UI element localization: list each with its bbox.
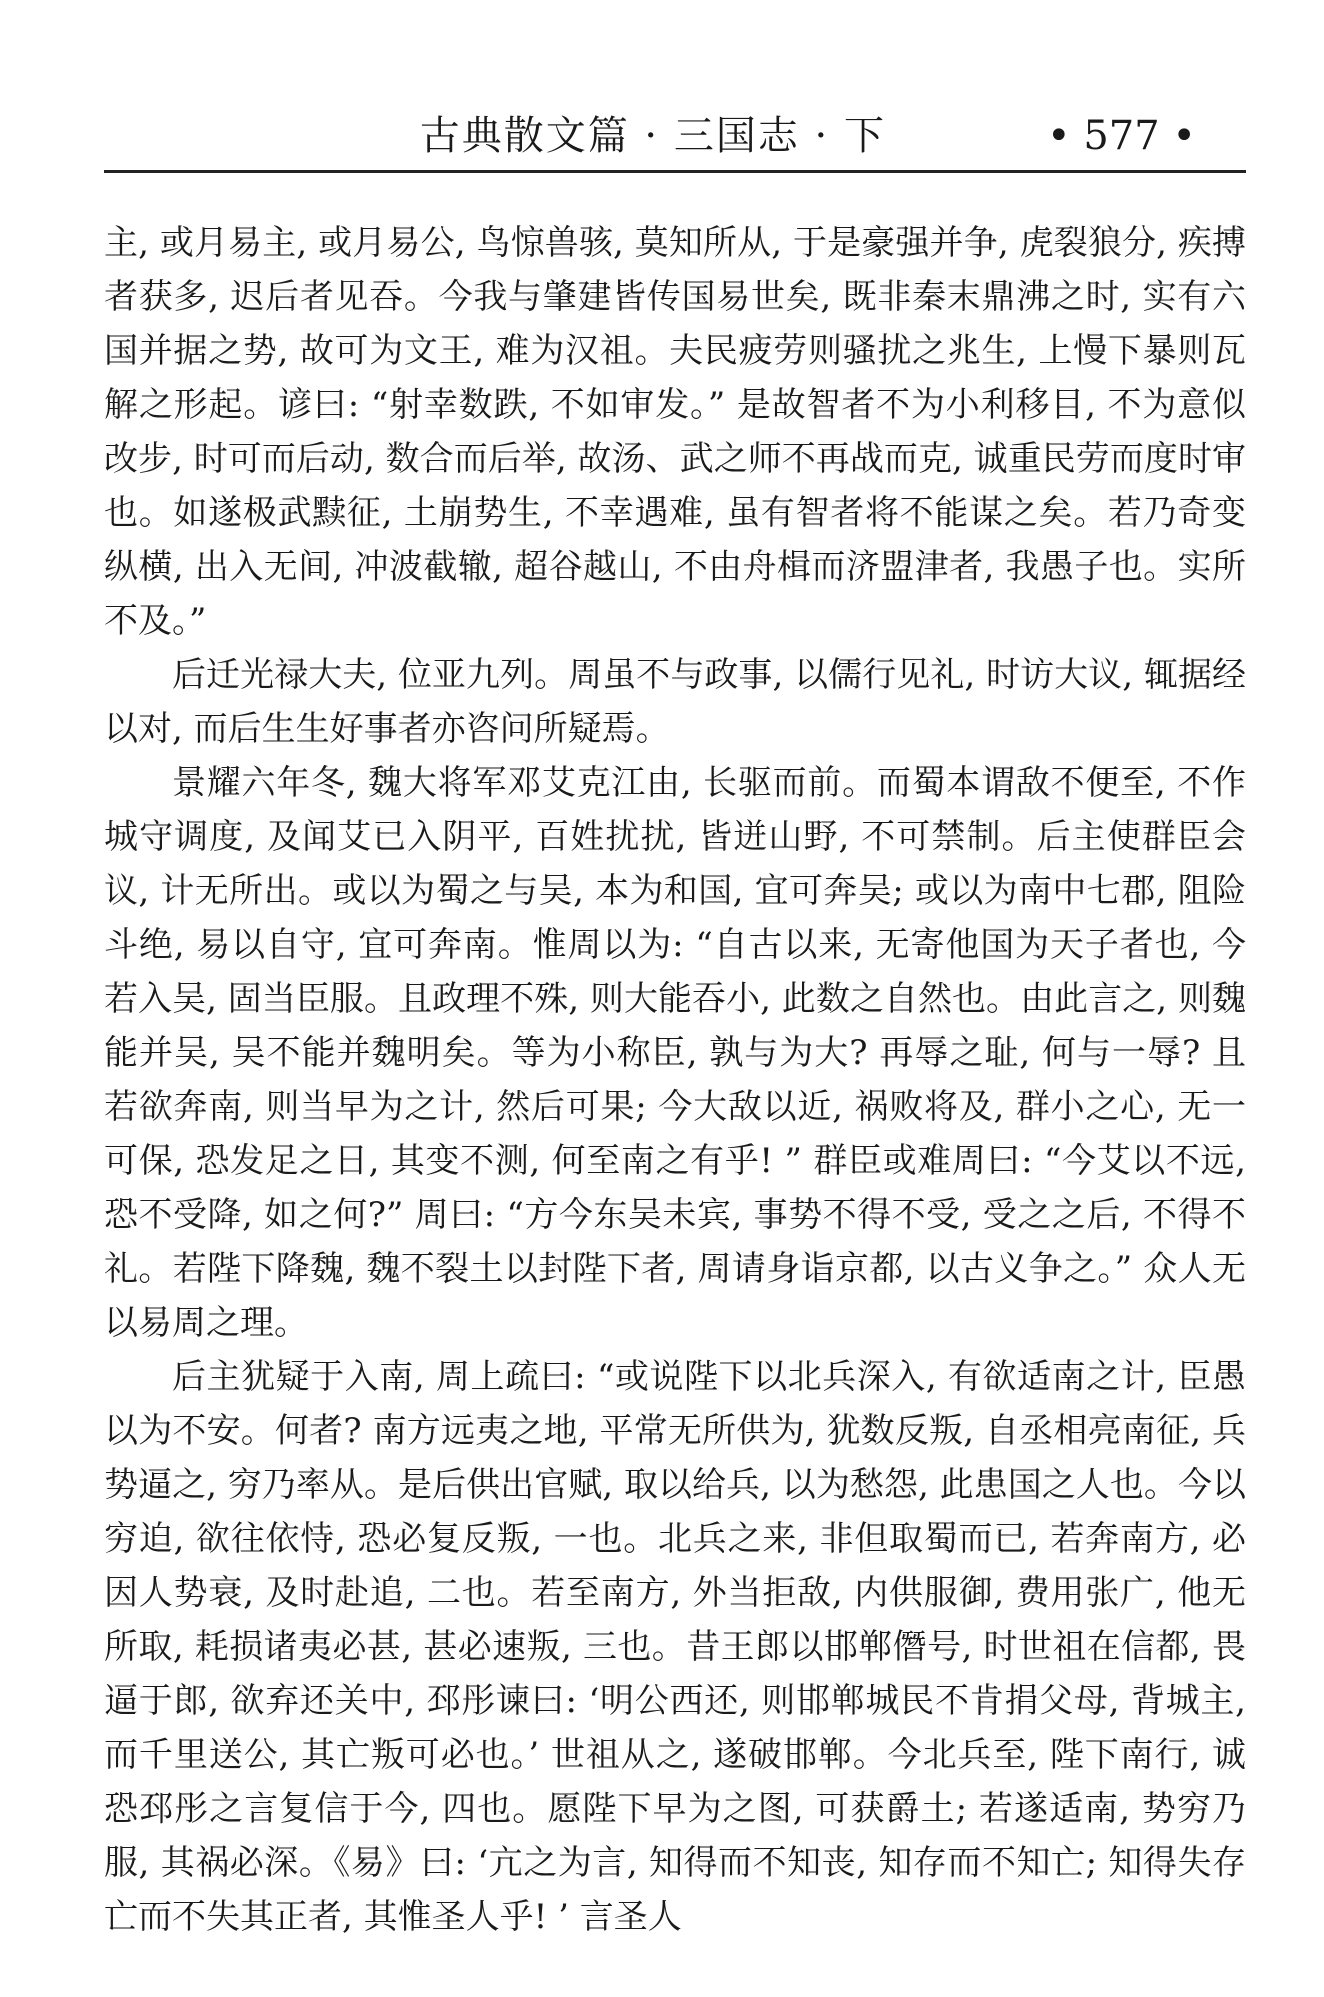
paragraph: 景耀六年冬, 魏大将军邓艾克江由, 长驱而前。而蜀本谓敌不便至, 不作城守调度, 及闻艾已入阴平, 百姓扰扰, 皆迸山野, 不可禁制。后主使群臣会议, 计无所出。或以为蜀之与吴, 本为和国, 宜可奔吴; 或以为南中七郡, 阻险斗绝, 易以自守, 宜可奔南。惟周以为: “自古以来, 无寄他国为天子者也, 今若入吴, 固当臣服。且政理不殊, 则大能吞小, 此数之自然也。由此言之, 则魏能并吴, 吴不能并魏明矣。等为小称臣, 孰与为大? 再辱之耻, 何与一辱? 且若欲奔南, 则当早为之计, 然后可果; 今大敌以近, 祸败将及, 群小之心, 无一可保, 恐发足之日, 其变不测, 何至南之有乎! ” 群臣或难周曰: “今艾以不远, 恐不受降, 如之何?” 周曰: “方今东吴未宾, 事势不得不受, 受之之后, 不得不礼。若陛下降魏, 魏不裂土以封陛下者, 周请身诣京都, 以古义争之。” 众人无以易周之理。 — [104, 763, 1246, 1343]
body-text — [104, 216, 1246, 1944]
page-number: • 577 • — [1047, 113, 1196, 159]
paragraph: 后主犹疑于入南, 周上疏曰: “或说陛下以北兵深入, 有欲适南之计, 臣愚以为不安。何者? 南方远夷之地, 平常无所供为, 犹数反叛, 自丞相亮南征, 兵势逼之, 穷乃率从。是后供出官赋, 取以给兵, 以为愁怨, 此患国之人也。今以穷迫, 欲往依恃, 恐必复反叛, 一也。北兵之来, 非但取蜀而已, 若奔南方, 必因人势衰, 及时赴追, 二也。若至南方, 外当拒敌, 内供服御, 费用张广, 他无所取, 耗损诸夷必甚, 甚必速叛, 三也。昔王郎以邯郸僭号, 时世祖在信都, 畏逼于郎, 欲弃还关中, 邳彤谏曰: ‘明公西还, 则邯郸城民不肯捐父母, 背城主, 而千里送公, 其亡叛可必也。’ 世祖从之, 遂破邯郸。今北兵至, 陛下南行, 诚恐邳彤之言复信于今, 四也。愿陛下早为之图, 可获爵土; 若遂适南, 势穷乃服, 其祸必深。《易》曰: ‘亢之为言, 知得而不知丧, 知存而不知亡; 知得失存亡而不失其正者, 其惟圣人乎! ’ 言圣人 — [104, 1357, 1246, 1937]
paragraph-continued: 主, 或月易主, 或月易公, 鸟惊兽骇, 莫知所从, 于是豪强并争, 虎裂狼分, 疾搏者获多, 迟后者见吞。今我与肇建皆传国易世矣, 既非秦末鼎沸之时, 实有六国并据之势, 故可为文王, 难为汉祖。夫民疲劳则骚扰之兆生, 上慢下暴则瓦解之形起。谚曰: “射幸数跌, 不如审发。” 是故智者不为小利移目, 不为意似改步, 时可而后动, 数合而后举, 故汤、武之师不再战而克, 诚重民劳而度时审也。如遂极武黩征, 土崩势生, 不幸遇难, 虽有智者将不能谋之矣。若乃奇变纵横, 出入无间, 冲波截辙, 超谷越山, 不由舟楫而济盟津者, 我愚子也。实所不及。” — [104, 223, 1246, 641]
paragraph: 后迁光禄大夫, 位亚九列。周虽不与政事, 以儒行见礼, 时访大议, 辄据经以对, 而后生生好事者亦咨问所疑焉。 — [104, 655, 1246, 749]
running-title: 古典散文篇 · 三国志 · 下 — [419, 113, 886, 159]
running-header — [104, 108, 1246, 173]
